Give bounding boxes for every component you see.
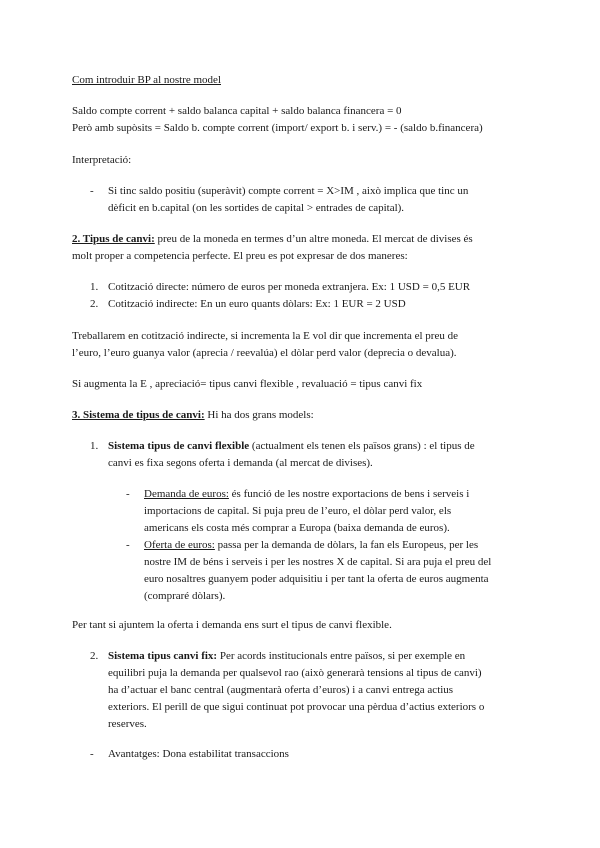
sub-item-text: (compraré dòlars). <box>144 590 226 602</box>
list-item: Sistema tipus de canvi flexible (actualment els tenen els països grans) : el tipus de <box>108 440 475 452</box>
sub-item-text: nostre IM de béns i serveis i per les nostres X de capital. Si ara puja el preu del <box>144 556 492 568</box>
sub-item-text: americans els costa més comprar a Europa (baixa demanda de euros). <box>144 522 450 534</box>
advantages-text: Avantatges: Dona estabilitat transaccions <box>108 748 289 760</box>
list-number: 2. <box>90 298 99 310</box>
list-item-text: canvi es fixa segons oferta i demanda (al mercat de divises). <box>108 457 373 469</box>
doc-title: Com introduir BP al nostre model <box>72 74 221 86</box>
list-number: 1. <box>90 440 99 452</box>
bullet-dash: - <box>126 539 130 551</box>
list-number: 2. <box>90 650 99 662</box>
paragraph-line: Treballarem en cotització indirecte, si incrementa la E vol dir que incrementa el preu de <box>72 330 458 342</box>
list-item: Cotització indirecte: En un euro quants dòlars: Ex: 1 EUR = 2 USD <box>108 298 406 310</box>
section-2-text: molt proper a competencia perfecte. El preu es pot expresar de dos maneres: <box>72 250 408 262</box>
section-2-heading: 2. Tipus de canvi: <box>72 233 155 245</box>
section-3-paragraph: 3. Sistema de tipus de canvi: Hi ha dos grans models: <box>72 409 314 421</box>
interpretation-text: dèficit en b.capital (on les sortides de capital > entrades de capital). <box>108 202 405 214</box>
list-item: Cotització directe: número de euros per moneda extranjera. Ex: 1 USD = 0,5 EUR <box>108 281 471 293</box>
interpretation-text: Si tinc saldo positiu (superàvit) compte corrent = X>IM , això implica que tinc un <box>108 185 469 197</box>
list-item-text: exteriors. El perill de que sigui continuat pot provocar una pèrdua d’actius exteriors o <box>108 701 485 713</box>
list-item-text: ha d’actuar el banc central (augmentarà oferta d’euros) i a canvi entrega actius <box>108 684 454 696</box>
section-3-heading: 3. Sistema de tipus de canvi: <box>72 409 205 421</box>
assumption-line: Però amb supòsits = Saldo b. compte corrent (import/ export b. i serv.) = - (saldo b.financera) <box>72 122 483 134</box>
sub-item-text: euro nosaltres guanyem poder adquisitiu i per tant la oferta de euros augmenta <box>144 573 489 585</box>
list-number: 1. <box>90 281 99 293</box>
section-2-paragraph: 2. Tipus de canvi: preu de la moneda en termes d’un altre moneda. El mercat de divises és <box>72 233 473 245</box>
bullet-dash: - <box>126 488 130 500</box>
interpretation-heading: Interpretació: <box>72 154 132 166</box>
sub-item: Demanda de euros: és funció de les nostre exportacions de bens i serveis i <box>144 488 470 500</box>
paragraph-line: Per tant si ajuntem la oferta i demanda ens surt el tipus de canvi flexible. <box>72 619 392 631</box>
list-item-text: equilibri puja la demanda per qualsevol rao (això generarà tensions al tipus de canvi) <box>108 667 482 679</box>
bullet-dash: - <box>90 748 94 760</box>
list-item-text: reserves. <box>108 718 147 730</box>
bullet-dash: - <box>90 185 94 197</box>
paragraph-line: l’euro, l’euro guanya valor (aprecia / reevalúa) el dòlar perd valor (deprecia o devalua). <box>72 347 457 359</box>
list-item: Sistema tipus canvi fix: Per acords institucionals entre països, si per exemple en <box>108 650 466 662</box>
sub-item-text: importacions de capital. Si puja preu de l’euro, el dòlar perd valor, els <box>144 505 452 517</box>
equation-line: Saldo compte corrent + saldo balanca capital + saldo balanca financera = 0 <box>72 105 402 117</box>
sub-item: Oferta de euros: passa per la demanda de dòlars, la fan els Europeus, per les <box>144 539 479 551</box>
paragraph-line: Si augmenta la E , apreciació= tipus canvi flexible , revaluació = tipus canvi fix <box>72 378 423 390</box>
